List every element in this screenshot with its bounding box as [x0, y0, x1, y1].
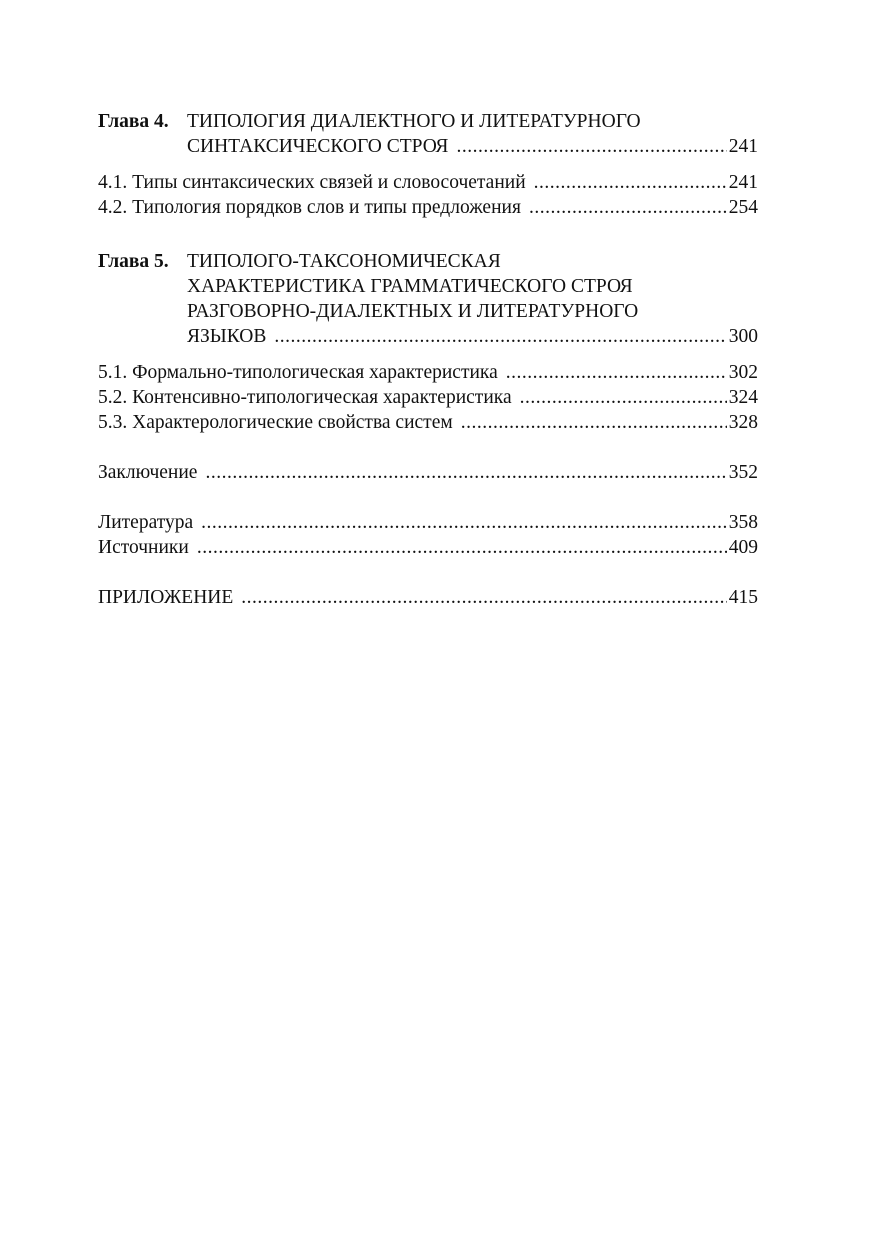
toc-entry-sources[interactable] [98, 535, 758, 560]
toc-entry[interactable] [98, 410, 758, 435]
chapter-label: Глава 4. [98, 111, 169, 132]
section-title: 4.1. Типы синтаксических связей и словосочетаний [98, 172, 526, 193]
section-title: 4.2. Типология порядков слов и типы предложения [98, 197, 521, 218]
dot-leader [456, 134, 726, 159]
section-title: 5.3. Характерологические свойства систем [98, 412, 453, 433]
page-number: 358 [728, 512, 758, 533]
chapter-4 [98, 109, 758, 159]
chapter-title-line: ТИПОЛОГО-ТАКСОНОМИЧЕСКАЯ [187, 251, 501, 272]
chapter-5 [98, 249, 758, 349]
toc-entry[interactable] [98, 385, 758, 410]
page-number: 302 [728, 362, 758, 383]
dot-leader [274, 324, 726, 349]
toc-entry[interactable] [98, 360, 758, 385]
entry-title: ПРИЛОЖЕНИЕ [98, 587, 234, 608]
toc-entry[interactable] [98, 195, 758, 220]
dot-leader [529, 195, 727, 220]
page-number: 352 [728, 462, 758, 483]
page-number: 328 [728, 412, 758, 433]
dot-leader [197, 535, 727, 560]
dot-leader [201, 510, 727, 535]
entry-title: Источники [98, 537, 189, 558]
toc-entry-conclusion[interactable] [98, 460, 758, 485]
dot-leader [205, 460, 726, 485]
table-of-contents [98, 109, 758, 610]
toc-entry[interactable] [98, 170, 758, 195]
dot-leader [534, 170, 727, 195]
chapter-title-last-line[interactable] [98, 324, 758, 349]
chapter-title-last-line[interactable] [98, 134, 758, 159]
chapter-title-text: ЯЗЫКОВ [187, 326, 267, 347]
page-number: 241 [728, 172, 758, 193]
page-number: 241 [728, 136, 758, 157]
dot-leader [241, 585, 726, 610]
dot-leader [506, 360, 727, 385]
toc-entry-literature[interactable] [98, 510, 758, 535]
chapter-title-text: СИНТАКСИЧЕСКОГО СТРОЯ [187, 136, 449, 157]
toc-entry-appendix[interactable] [98, 585, 758, 610]
chapter-title-line: ТИПОЛОГИЯ ДИАЛЕКТНОГО И ЛИТЕРАТУРНОГО [187, 111, 641, 132]
page-number: 409 [728, 537, 758, 558]
section-title: 5.1. Формально-типологическая характеристика [98, 362, 498, 383]
chapter-title-line: РАЗГОВОРНО-ДИАЛЕКТНЫХ И ЛИТЕРАТУРНОГО [187, 301, 639, 322]
dot-leader [520, 385, 727, 410]
page-number: 324 [728, 387, 758, 408]
entry-title: Заключение [98, 462, 198, 483]
page-number: 300 [728, 326, 758, 347]
page-number: 254 [728, 197, 758, 218]
chapter-title-line: ХАРАКТЕРИСТИКА ГРАММАТИЧЕСКОГО СТРОЯ [187, 276, 633, 297]
entry-title: Литература [98, 512, 194, 533]
page-number: 415 [728, 587, 758, 608]
section-title: 5.2. Контенсивно-типологическая характеристика [98, 387, 512, 408]
dot-leader [461, 410, 727, 435]
chapter-label: Глава 5. [98, 251, 169, 272]
